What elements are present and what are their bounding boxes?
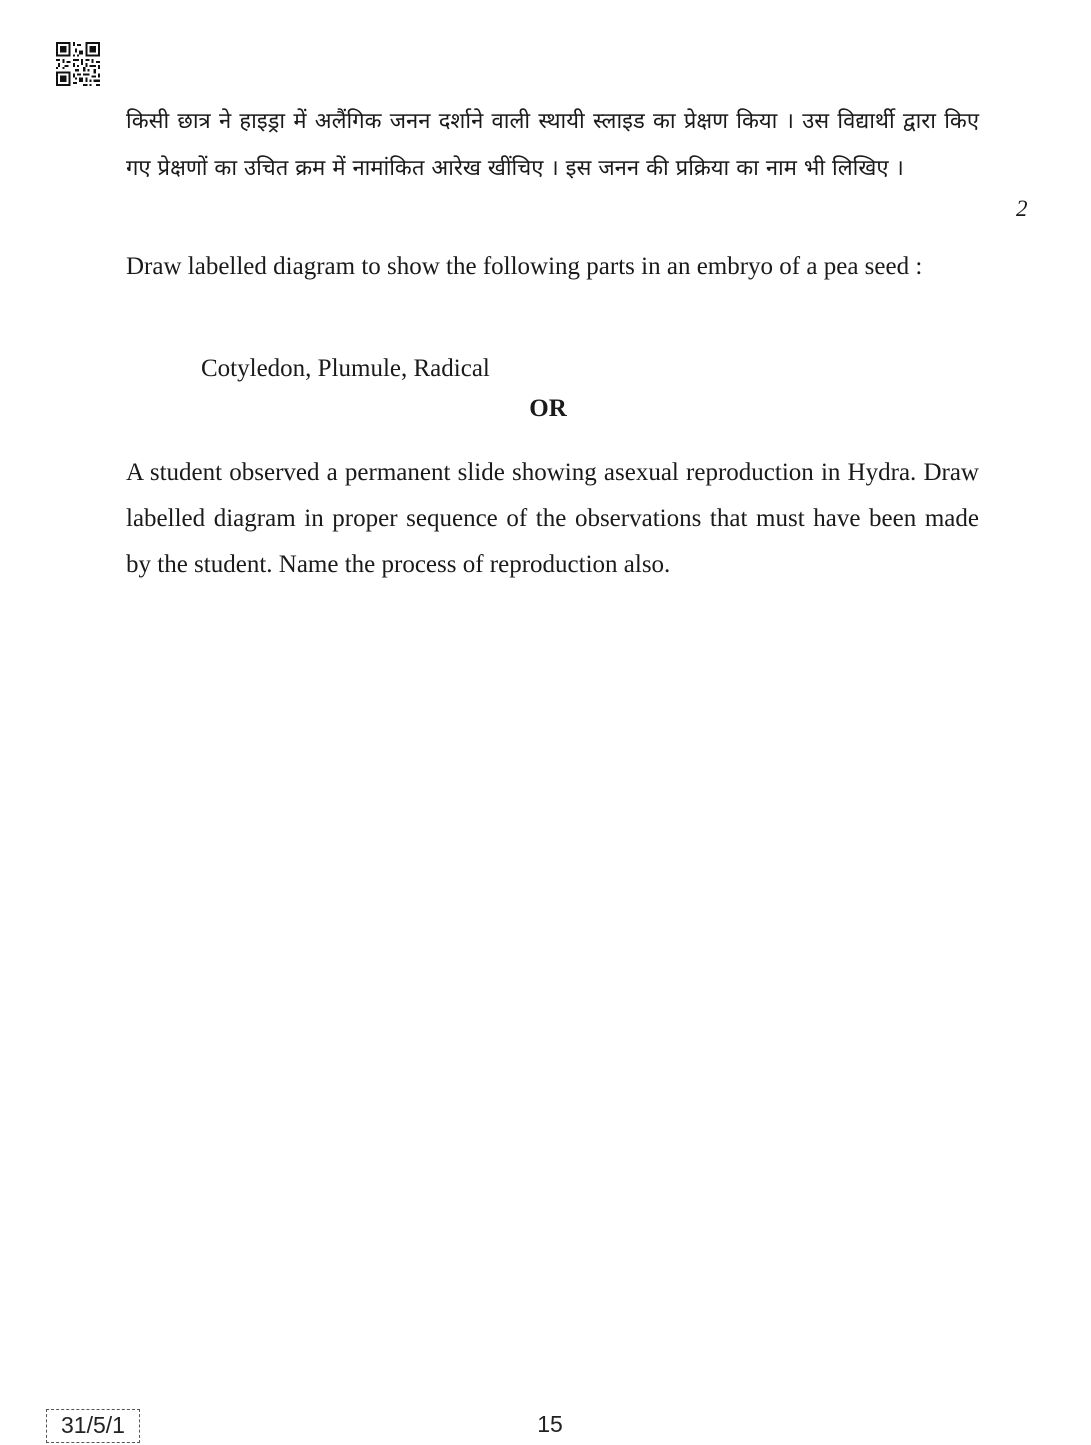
question-marks: 2 [1016,196,1028,221]
qr-code-icon [54,42,102,86]
hindi-question: किसी छात्र ने हाइड्रा में अलैंगिक जनन दर्शाने वाली स्थायी स्लाइड का प्रेक्षण किया । उस विद्यार्थी द्वारा किए गए प्रेक्षणों का उचित क्रम में नामांकित आरेख खींचिए । इस जनन की प्रक्रिया का नाम भी लिखिए । [126,109,979,181]
paper-code: 31/5/1 [46,1409,140,1443]
hydra-question: A student observed a permanent slide showing asexual reproduction in Hydra. Draw labelled diagram in proper sequence of the observations that must have been made by the student. Name the process of reproduction also. [126,459,979,578]
pea-embryo-question: Draw labelled diagram to show the following parts in an embryo of a pea seed : [126,253,923,280]
page-number: 15 [537,1411,563,1437]
pea-embryo-parts: Cotyledon, Plumule, Radical [201,355,490,382]
or-separator: OR [529,395,567,422]
